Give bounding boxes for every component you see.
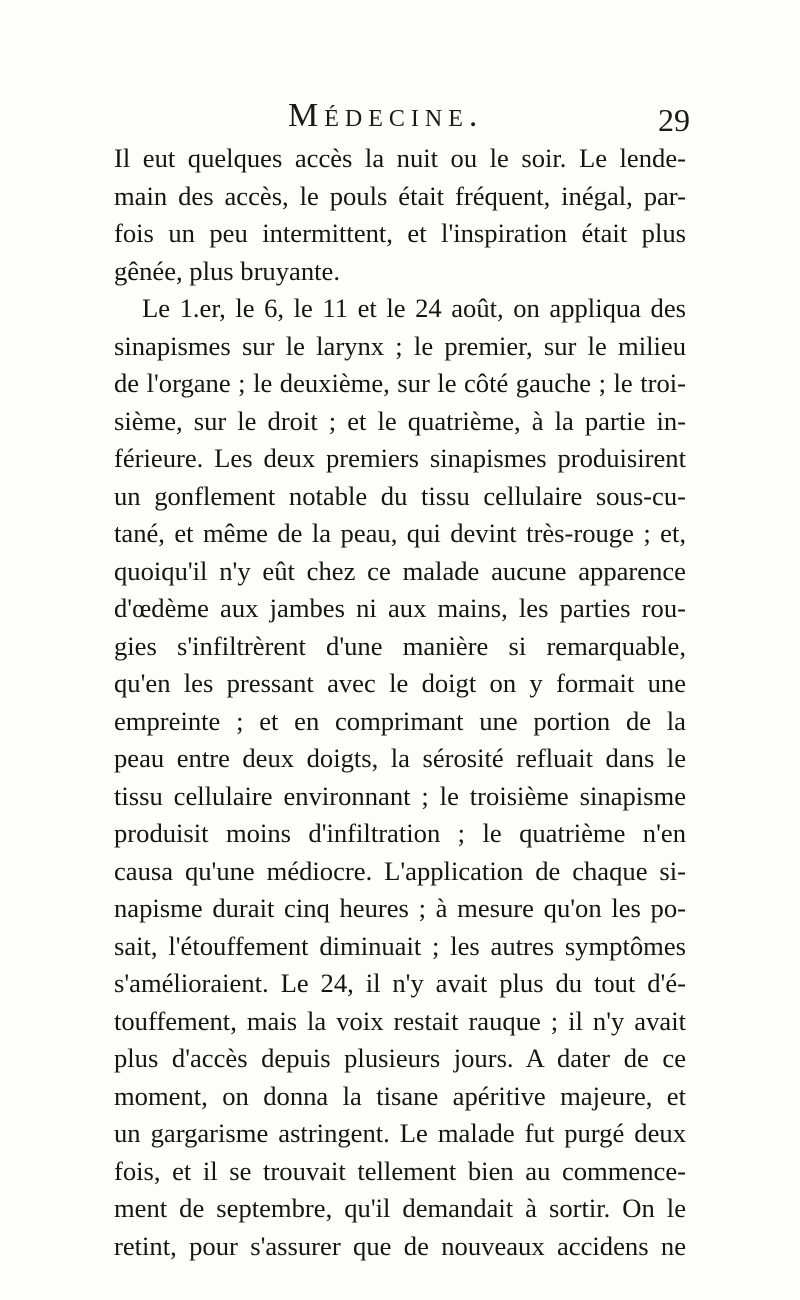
text-line: un gargarisme astringent. Le malade fut purgé deux [114, 1118, 686, 1148]
text-line: sinapismes sur le larynx ; le premier, sur le milieu [114, 330, 686, 361]
text-line: d'œdème aux jambes ni aux mains, les parties rou- [114, 593, 686, 623]
text-line: napisme durait cinq heures ; à mesure qu'on les po- [114, 893, 686, 923]
text-line: moment, on donna la tisane apéritive majeure, et [114, 1080, 686, 1111]
text-line: quoiqu'il n'y eût chez ce malade aucune apparence [114, 555, 686, 586]
text-line: peau entre deux doigts, la sérosité refluait dans le [114, 743, 686, 773]
text-line: de l'organe ; le deuxième, sur le côté gauche ; le troi- [114, 368, 686, 398]
text-line: fois un peu intermittent, et l'inspiration était plus [114, 218, 686, 248]
body-text [114, 140, 686, 1265]
text-line: retint, pour s'assurer que de nouveaux accidens ne [114, 1230, 686, 1261]
paragraph-start-line: Le 1.er, le 6, le 11 et le 24 août, on appliqua des [142, 293, 686, 323]
text-line: gênée, plus bruyante. [114, 255, 340, 286]
text-line: s'amélioraient. Le 24, il n'y avait plus du tout d'é- [114, 968, 686, 998]
running-title: Médecine. [288, 97, 484, 134]
text-line: Il eut quelques accès la nuit ou le soir. Le lende- [114, 143, 686, 173]
text-line: sait, l'étouffement diminuait ; les autres symptômes [114, 930, 686, 961]
text-line: main des accès, le pouls était fréquent, inégal, par- [114, 180, 686, 211]
page-number: 29 [658, 102, 690, 138]
text-line: plus d'accès depuis plusieurs jours. A dater de ce [114, 1043, 686, 1073]
text-line: sième, sur le droit ; et le quatrième, à la partie in- [114, 405, 686, 436]
text-line: férieure. Les deux premiers sinapismes produisirent [114, 443, 686, 473]
text-line: touffement, mais la voix restait rauque ; il n'y avait [114, 1005, 686, 1036]
text-line: tané, et même de la peau, qui devint très-rouge ; et, [114, 518, 686, 548]
text-line: fois, et il se trouvait tellement bien au commence- [114, 1155, 686, 1186]
text-line: tissu cellulaire environnant ; le troisième sinapisme [114, 780, 686, 811]
text-line: un gonflement notable du tissu cellulaire sous-cu- [114, 480, 686, 511]
text-line: causa qu'une médiocre. L'application de chaque si- [114, 855, 686, 886]
text-line: gies s'infiltrèrent d'une manière si remarquable, [114, 630, 686, 661]
text-line: ment de septembre, qu'il demandait à sortir. On le [114, 1193, 686, 1223]
text-line: produisit moins d'infiltration ; le quatrième n'en [114, 818, 686, 848]
running-head [100, 96, 690, 136]
text-line: qu'en les pressant avec le doigt on y formait une [114, 668, 686, 698]
text-line: empreinte ; et en comprimant une portion de la [114, 705, 686, 736]
